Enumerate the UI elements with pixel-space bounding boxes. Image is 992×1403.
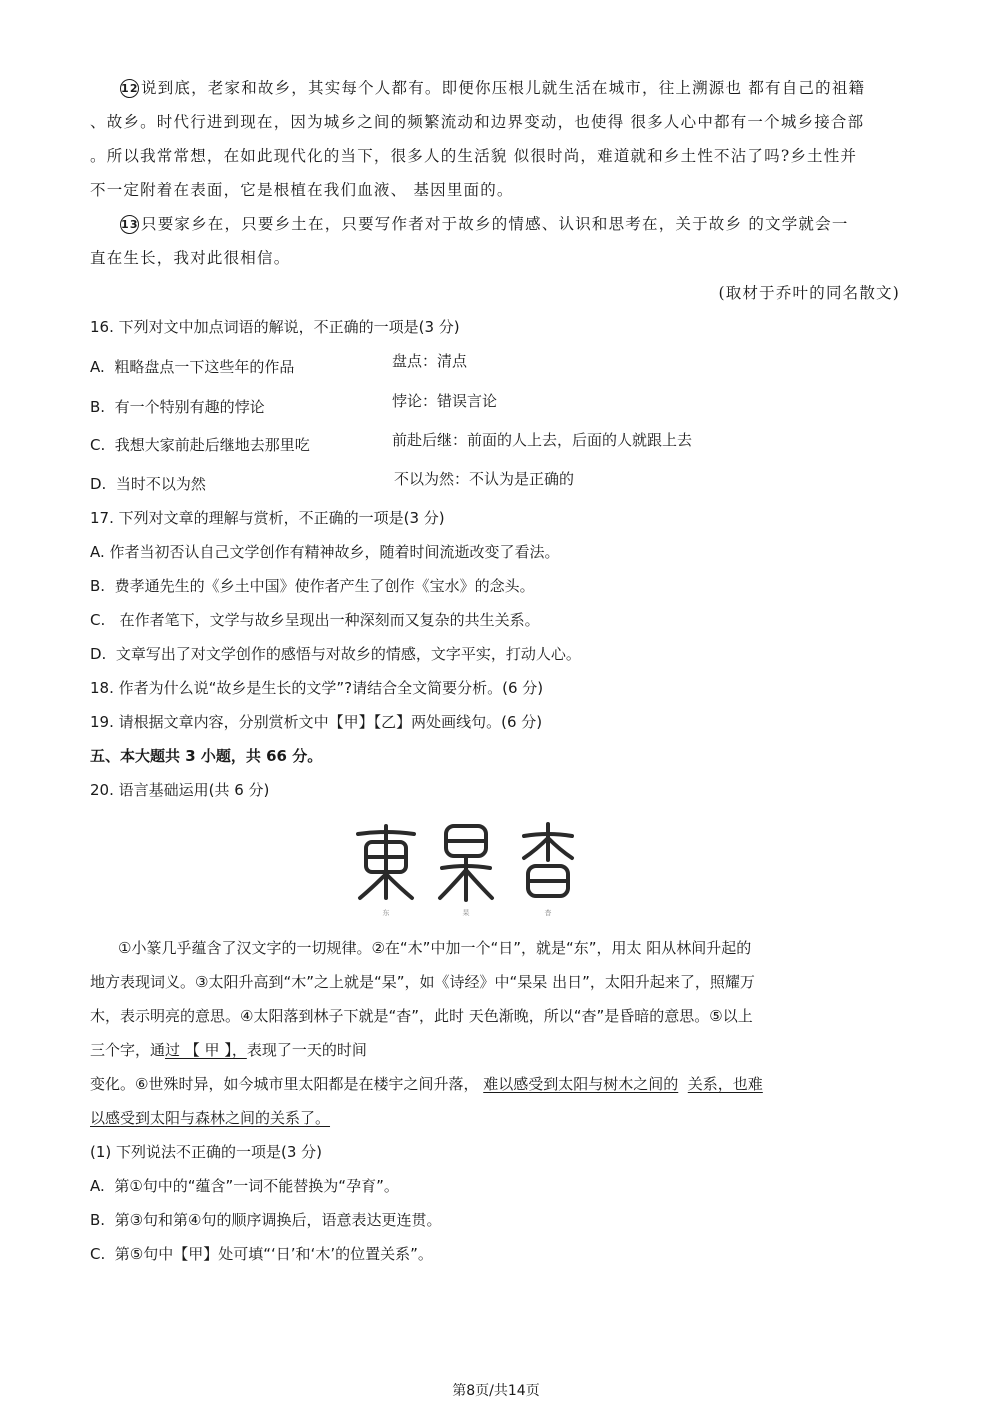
- q17-stem: 17. 下列对文章的理解与赏析，不正确的一项是(3 分): [90, 509, 445, 527]
- q20-line-1: ①小篆几乎蕴含了汉文字的一切规律。②在“木”中加一个“日”，就是“东”，用太 阳从林间升起的: [118, 939, 752, 957]
- p12-line-3: 。所以我常常想，在如此现代化的当下，很多人的生活貌 似很时尚，难道就和乡土性不沾了吗?乡土性并: [90, 147, 858, 165]
- seal-script-image: [348, 818, 588, 918]
- paragraph-number: 12: [120, 79, 139, 98]
- paragraph-number: 13: [120, 215, 139, 234]
- seal-caption-gao: 杲: [462, 909, 470, 917]
- underlined-sentence-a: 难以感受到太阳与树木之间的: [483, 1075, 679, 1093]
- seal-char-yao: [524, 824, 572, 896]
- seal-caption-yao: 杳: [544, 909, 552, 917]
- q20-stem: 20. 语言基础运用(共 6 分): [90, 781, 270, 799]
- q17-option-c: C. 在作者笔下，文学与故乡呈现出一种深刻而又复杂的共生关系。: [90, 611, 540, 629]
- q20-sub1-option-a: A. 第①句中的“蕴含”一词不能替换为“孕育”。: [90, 1177, 399, 1195]
- p12-line-2: 、故乡。时代行进到现在，因为城乡之间的频繁流动和边界变动，也使得 很多人心中都有一个城乡接合部: [90, 113, 865, 131]
- q16-option-b: B. 有一个特别有趣的悖论: [90, 398, 265, 416]
- q20-line-3: 木，表示明亮的意思。④太阳落到林子下就是“杳”，此时 天色渐晚，所以“杳”是昏暗的意思。⑤以上: [90, 1007, 753, 1025]
- q20-sub1-stem: (1) 下列说法不正确的一项是(3 分): [90, 1143, 323, 1161]
- q17-option-d: D. 文章写出了对文学创作的感悟与对故乡的情感，文字平实，打动人心。: [90, 645, 581, 663]
- q16-note-b: 悖论：错误言论: [392, 392, 498, 410]
- p13-line-2: 直在生长，我对此很相信。: [90, 249, 291, 267]
- seal-char-gao: [440, 826, 492, 900]
- seal-caption-dong: 东: [382, 909, 390, 917]
- source-note: (取材于乔叶的同名散文): [718, 284, 900, 302]
- underlined-sentence-c: 以感受到太阳与森林之间的关系了。: [90, 1109, 331, 1127]
- q16-stem: 16. 下列对文中加点词语的解说，不正确的一项是(3 分): [90, 318, 460, 336]
- q19-stem: 19. 请根据文章内容，分别赏析文中【甲】【乙】两处画线句。(6 分): [90, 713, 543, 731]
- q18-stem: 18. 作者为什么说“故乡是生长的文学”?请结合全文简要分析。(6 分): [90, 679, 544, 697]
- q17-option-b: B. 费孝通先生的《乡土中国》使作者产生了创作《宝水》的念头。: [90, 577, 535, 595]
- q20-line-5: 变化。⑥世殊时异，如今城市里太阳都是在楼宇之间升落， 难以感受到太阳与树木之间的 关系，也难: [90, 1075, 763, 1093]
- underlined-sentence-b: 关系，也难: [687, 1075, 763, 1093]
- q17-option-a: A. 作者当初否认自己文学创作有精神故乡，随着时间流逝改变了看法。: [90, 543, 560, 561]
- q16-note-c: 前赴后继：前面的人上去，后面的人就跟上去: [392, 431, 693, 449]
- seal-char-dong: [358, 826, 414, 898]
- q20-sub1-option-b: B. 第③句和第④句的顺序调换后，语意表达更连贯。: [90, 1211, 442, 1229]
- q16-note-d: 不以为然：不认为是正确的: [394, 470, 575, 488]
- q20-line-2: 地方表现词义。③太阳升高到“木”之上就是“杲”，如《诗经》中“杲杲 出日”，太阳升起来了，照耀万: [90, 973, 755, 991]
- p12-line-1: 12 说到底，老家和故乡，其实每个人都有。即便你压根儿就生活在城市，往上溯源也 都有自己的祖籍: [121, 79, 866, 97]
- q16-option-d: D. 当时不以为然: [90, 475, 206, 493]
- q20-sub1-option-c: C. 第⑤句中【甲】处可填“‘日’和‘木’的位置关系”。: [90, 1245, 433, 1263]
- blank-jia: 过 【 甲 】，: [165, 1041, 247, 1059]
- q16-option-c: C. 我想大家前赴后继地去那里吃: [90, 436, 310, 454]
- p13-line-1: 13 只要家乡在，只要乡土在，只要写作者对于故乡的情感、认识和思考在，关于故乡 的文学就会一: [121, 215, 849, 233]
- q16-note-a: 盘点：清点: [392, 352, 468, 370]
- q20-line-6: [90, 1107, 330, 1129]
- p12-line-4: 不一定附着在表面，它是根植在我们血液、 基因里面的。: [90, 181, 514, 199]
- page-footer: 第8页/共14页: [452, 1383, 540, 1399]
- section-heading: 五、本大题共 3 小题，共 66 分。: [90, 747, 323, 765]
- q20-line-4: 三个字，通过 【 甲 】，表现了一天的时间: [90, 1041, 367, 1059]
- q16-option-a: A. 粗略盘点一下这些年的作品: [90, 358, 295, 376]
